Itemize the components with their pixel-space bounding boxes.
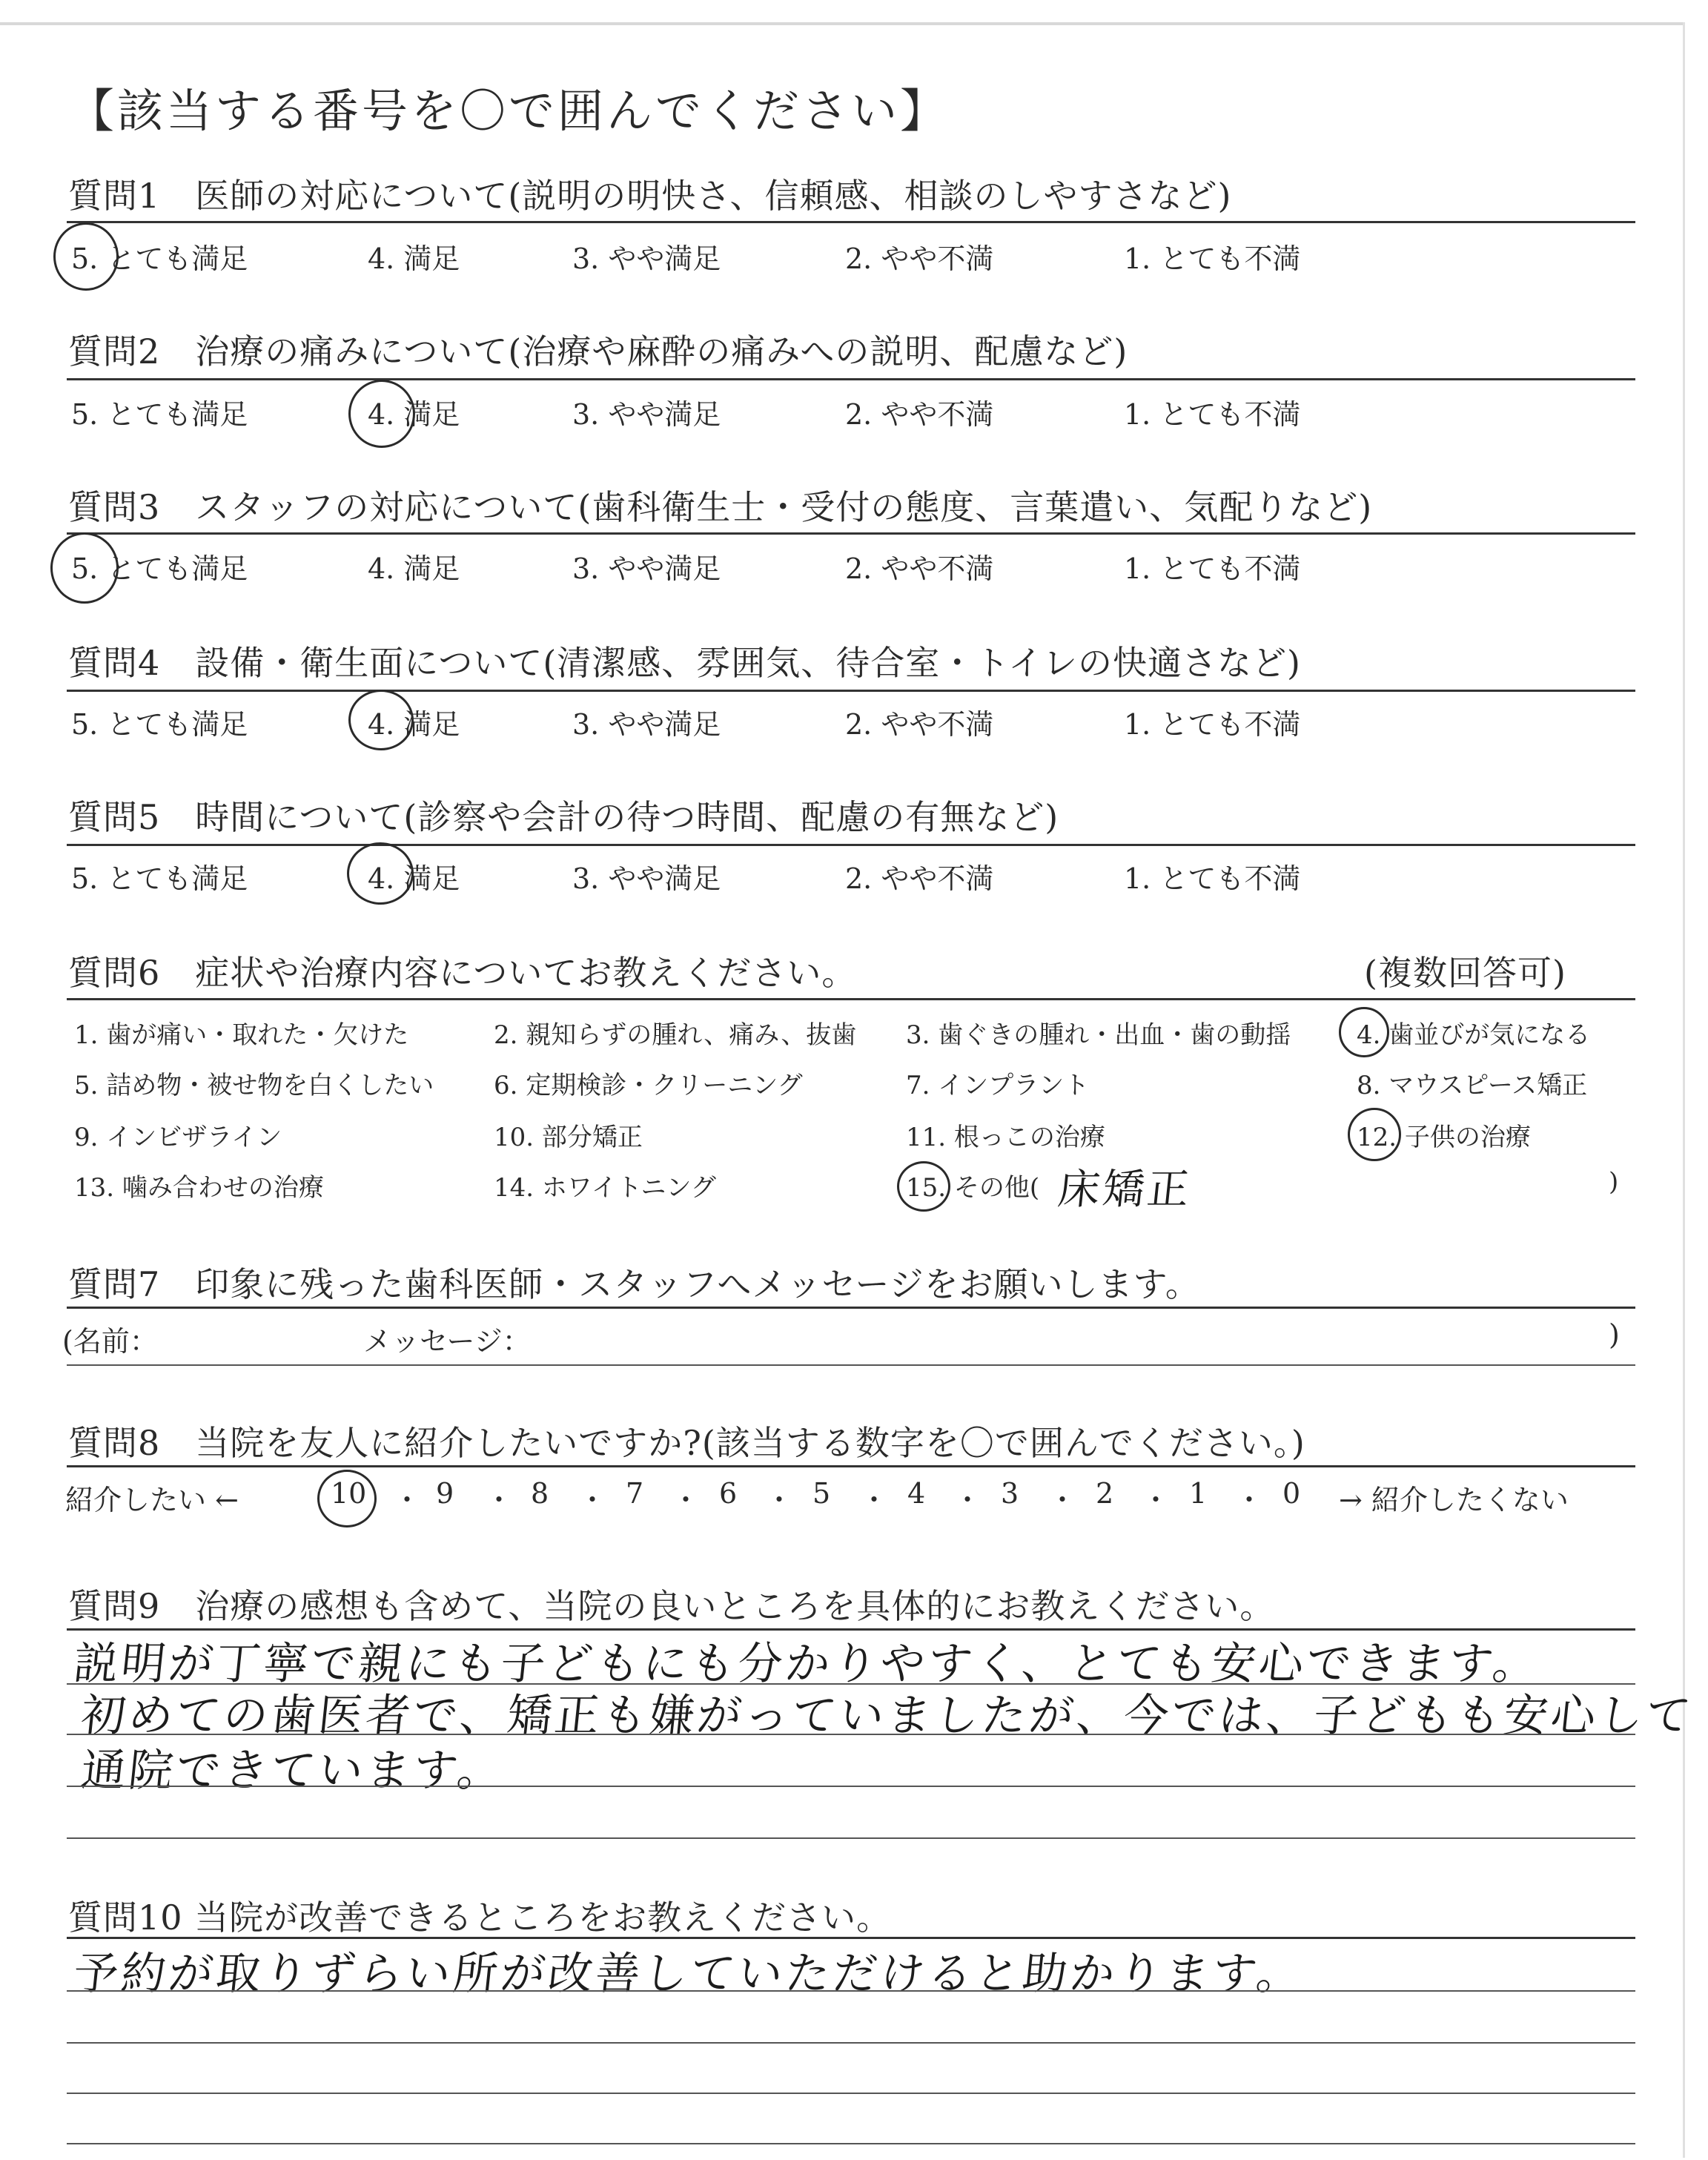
q6-option-1[interactable]: 1. 歯が痛い・取れた・欠けた [74,1020,409,1050]
q2-option-2[interactable]: 2. やや不満 [845,398,994,431]
q7-title: 質問7 印象に残った歯科医師・スタッフへメッセージをお願いします。 [68,1264,1200,1304]
q6-option-15[interactable]: 15. その他( [906,1173,1040,1203]
q4-option-4[interactable]: 4. 満足 [368,708,460,741]
q5-option-5[interactable]: 5. とても満足 [71,862,248,895]
q7-answer-rule [67,1364,1635,1366]
q1-option-4[interactable]: 4. 満足 [368,242,460,275]
q2-option-4[interactable]: 4. 満足 [368,398,460,431]
q1-title: 質問1 医師の対応について(説明の明快さ、信頼感、相談のしやすさなど) [68,176,1232,216]
q6-option-7[interactable]: 7. インプラント [906,1071,1090,1100]
q9-line-4 [67,1837,1635,1839]
q8-sep-8: ・ [1048,1484,1077,1516]
q1-option-3[interactable]: 3. やや満足 [572,242,721,275]
q8-scale-2[interactable]: 2 [1096,1477,1114,1510]
q8-sep-5: ・ [765,1484,794,1516]
q8-sep-2: ・ [485,1484,514,1516]
q6-rule [67,998,1635,1000]
q6-selection-circle-12 [1348,1108,1401,1161]
q6-other-close-paren: ) [1609,1167,1619,1197]
q8-scale-1[interactable]: 1 [1189,1477,1208,1510]
q7-rule [67,1307,1635,1309]
q2-option-5[interactable]: 5. とても満足 [71,398,248,431]
q3-option-1[interactable]: 1. とても不満 [1124,552,1301,585]
q10-line-3 [67,2093,1635,2094]
q4-option-2[interactable]: 2. やや不満 [845,708,994,741]
q8-scale-4[interactable]: 4 [907,1477,926,1510]
q6-option-14[interactable]: 14. ホワイトニング [494,1173,716,1203]
q8-sep-7: ・ [953,1484,982,1516]
q9-answer-line-3: 通院できています。 [78,1745,508,1797]
q7-message-label: メッセージ： [363,1325,531,1358]
q2-option-3[interactable]: 3. やや満足 [572,398,721,431]
q8-scale-6[interactable]: 6 [719,1477,738,1510]
q5-title: 質問5 時間について(診察や会計の待つ時間、配慮の有無など) [68,797,1059,837]
q3-option-5[interactable]: 5. とても満足 [71,552,248,585]
q4-selection-circle [348,690,414,750]
q9-line-3 [67,1786,1635,1787]
q7-close-paren: ) [1609,1318,1620,1351]
q8-title: 質問8 当院を友人に紹介したいですか?(該当する数字を〇で囲んでください。) [68,1423,1305,1463]
q1-option-5[interactable]: 5. とても満足 [71,242,248,275]
q3-option-2[interactable]: 2. やや不満 [845,552,994,585]
q5-selection-circle [347,842,414,905]
q4-option-5[interactable]: 5. とても満足 [71,708,248,741]
q10-title: 質問10 当院が改善できるところをお教えください。 [68,1898,892,1938]
q2-title: 質問2 治療の痛みについて(治療や麻酔の痛みへの説明、配慮など) [68,331,1128,371]
q8-scale-3[interactable]: 3 [1001,1477,1019,1510]
q3-title: 質問3 スタッフの対応について(歯科衛生士・受付の態度、言葉遣い、気配りなど) [68,487,1373,527]
q4-title: 質問4 設備・衛生面について(清潔感、雰囲気、待合室・トイレの快適さなど) [68,643,1301,683]
q6-other-answer: 床矯正 [1056,1166,1194,1214]
q4-rule [67,690,1635,692]
q1-option-1[interactable]: 1. とても不満 [1124,242,1301,275]
scan-edge-top [0,22,1683,25]
q8-scale-7[interactable]: 7 [626,1477,644,1510]
q8-sep-1: ・ [393,1484,422,1516]
q9-answer-line-2: 初めての歯医者で、矯正も嫌がっていましたが、今では、子どもも安心して [78,1690,1696,1742]
q8-sep-9: ・ [1142,1484,1171,1516]
q6-option-2[interactable]: 2. 親知らずの腫れ、痛み、抜歯 [494,1020,857,1050]
q10-line-4 [67,2143,1635,2144]
q4-option-3[interactable]: 3. やや満足 [572,708,721,741]
q6-title: 質問6 症状や治療内容についてお教えください。 [68,953,857,993]
q5-option-4[interactable]: 4. 満足 [368,862,460,895]
q8-left-label: 紹介したい ← [65,1484,239,1516]
q3-option-3[interactable]: 3. やや満足 [572,552,721,585]
q6-option-12[interactable]: 12. 子供の治療 [1357,1123,1531,1152]
q9-title: 質問9 治療の感想も含めて、当院の良いところを具体的にお教えください。 [68,1586,1275,1626]
q10-line-1 [67,1990,1635,1992]
q5-option-3[interactable]: 3. やや満足 [572,862,721,895]
q10-line-2 [67,2042,1635,2044]
scan-edge-right [1683,22,1685,2158]
q8-sep-6: ・ [860,1484,889,1516]
q8-scale-10[interactable]: 10 [331,1477,367,1510]
q6-option-5[interactable]: 5. 詰め物・被せ物を白くしたい [74,1071,434,1100]
q5-option-1[interactable]: 1. とても不満 [1124,862,1301,895]
q6-option-9[interactable]: 9. インビザライン [74,1123,282,1152]
q8-scale-5[interactable]: 5 [812,1477,831,1510]
q5-rule [67,844,1635,846]
q8-right-label: → 紹介したくない [1339,1484,1569,1516]
q3-option-4[interactable]: 4. 満足 [368,552,460,585]
q8-sep-3: ・ [578,1484,607,1516]
q5-option-2[interactable]: 2. やや不満 [845,862,994,895]
q8-sep-10: ・ [1235,1484,1264,1516]
q10-answer-line-1: 予約が取りずらい所が改善していただけると助かります。 [70,1948,1307,2000]
q8-selection-circle [317,1470,377,1527]
q7-name-label: (名前： [62,1325,158,1358]
q8-scale-0[interactable]: 0 [1282,1477,1301,1510]
q6-option-4[interactable]: 4. 歯並びが気になる [1357,1020,1591,1050]
q1-selection-circle [53,222,119,291]
q6-selection-circle-15 [897,1161,950,1212]
q8-scale-8[interactable]: 8 [531,1477,549,1510]
q6-option-10[interactable]: 10. 部分矯正 [494,1123,643,1152]
q1-option-2[interactable]: 2. やや不満 [845,242,994,275]
q2-rule [67,378,1635,380]
q2-option-1[interactable]: 1. とても不満 [1124,398,1301,431]
q6-option-13[interactable]: 13. 噛み合わせの治療 [74,1173,324,1203]
q4-option-1[interactable]: 1. とても不満 [1124,708,1301,741]
q3-rule [67,532,1635,535]
q6-multiple-note: (複数回答可) [1364,953,1566,993]
q6-option-3[interactable]: 3. 歯ぐきの腫れ・出血・歯の動揺 [906,1020,1291,1050]
q3-selection-circle [50,532,119,604]
page-title: 【該当する番号を〇で囲んでください】 [68,84,950,138]
q6-option-6[interactable]: 6. 定期検診・クリーニング [494,1071,803,1100]
q2-selection-circle [348,380,415,448]
q8-sep-4: ・ [672,1484,701,1516]
q8-scale-9[interactable]: 9 [436,1477,454,1510]
q6-option-11[interactable]: 11. 根っこの治療 [906,1123,1105,1152]
q1-rule [67,221,1635,223]
q6-option-8[interactable]: 8. マウスピース矯正 [1357,1071,1588,1100]
q8-rule [67,1465,1635,1467]
q9-answer-line-1: 説明が丁寧で親にも子どもにも分かりやすく、とても安心できます。 [70,1638,1543,1690]
q6-selection-circle-4 [1339,1007,1389,1057]
